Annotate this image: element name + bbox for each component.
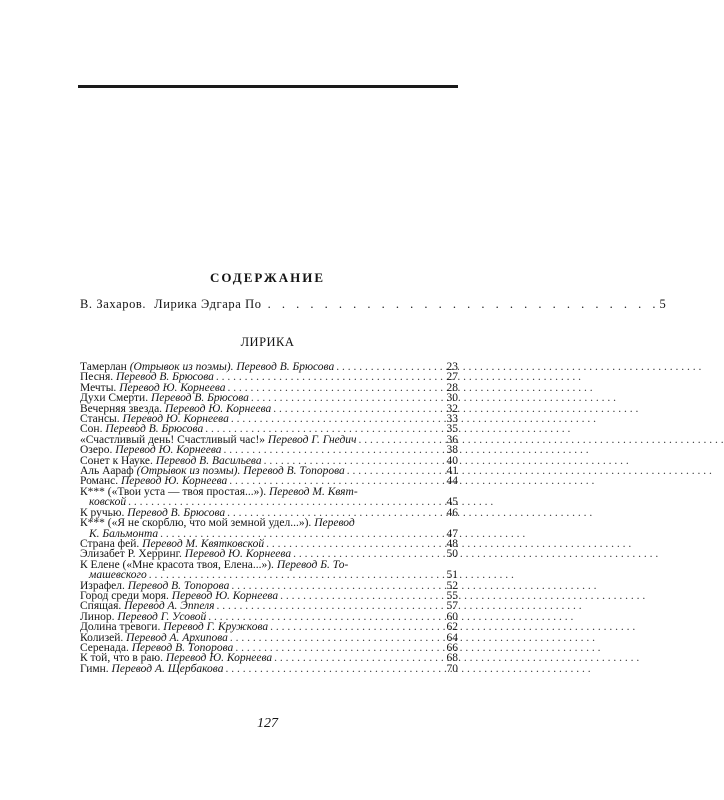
toc-entry-page: 40 — [446, 454, 458, 467]
intro-page: 5 — [659, 297, 667, 311]
toc-list — [80, 362, 458, 674]
toc-entry-title: Вечерняя звезда. — [80, 402, 163, 415]
toc-entry-page: 50 — [446, 548, 458, 561]
toc-entry-page: 33 — [446, 413, 458, 426]
toc-entry-page: 28 — [446, 381, 458, 394]
toc-entry-translator: Перевод В. Топорова — [127, 579, 230, 592]
toc-entry-title: Серенада. — [80, 641, 129, 654]
toc-entry-translator: Перевод Ю. Корнеева — [184, 548, 292, 561]
toc-entry-title: Страна фей. — [80, 537, 140, 550]
toc-entry-page: 66 — [446, 641, 458, 654]
toc-entry-title: Сонет к Науке. — [80, 454, 153, 467]
toc-entry-page: 23 — [446, 361, 458, 373]
toc-entry-title: К*** («Твои уста — твоя простая...»). — [80, 485, 267, 498]
toc-entry-page: 57 — [446, 600, 458, 613]
toc-entry-title: Аль Аараф — [80, 465, 134, 478]
toc-entry-page: 68 — [446, 652, 458, 665]
top-rule — [78, 85, 458, 88]
toc-entry-translator: Перевод Ю. Корнеева — [115, 444, 222, 457]
toc-entry-page: 46 — [446, 506, 458, 519]
toc-entry-page: 55 — [446, 589, 458, 602]
toc-entry-translator: (Отрывок из поэмы). Перевод В. Брюсова — [129, 361, 335, 373]
toc-entry-translator: Перевод Ю. Корнеева — [119, 381, 226, 394]
toc-entry-translator: Перевод В. Брюсова — [105, 423, 204, 436]
toc-entry-text — [80, 664, 223, 674]
toc-entry-title: Романс. — [80, 475, 119, 488]
toc-entry-page: 38 — [446, 444, 458, 457]
toc-entry-translator-cont: К. Бальмонта — [89, 527, 159, 540]
toc-entry-translator: Перевод Ю. Корнеева — [165, 652, 273, 665]
toc-entry-title: К Елене («Мне красота твоя, Елена...»). — [80, 558, 274, 571]
dot-leader — [268, 622, 438, 632]
toc-entry-translator: Перевод В. Брюсова — [116, 371, 214, 384]
toc-entry-translator: Перевод — [314, 517, 355, 530]
toc-entry-title: Долина тревоги. — [80, 621, 161, 634]
toc-entry-title: Озеро. — [80, 444, 113, 457]
toc-entry-title: К той, что в раю. — [80, 652, 163, 665]
toc-entry-page: 51 — [446, 569, 458, 582]
dot-leader — [223, 664, 438, 674]
toc-entry-title: Элизабет Р. Херринг. — [80, 548, 182, 561]
toc-entry-title: К*** («Я не скорблю, что мой земной удел...»). — [80, 517, 312, 530]
toc-entry-translator: Перевод Б. То- — [276, 558, 349, 571]
toc-entry-page: 64 — [446, 631, 458, 644]
toc-entry-title: Город среди моря. — [80, 589, 169, 602]
toc-entry — [80, 664, 458, 674]
toc-entry-page: 70 — [446, 662, 458, 675]
toc-entry-title: Колизей. — [80, 631, 124, 644]
toc-entry-page: 62 — [446, 621, 458, 634]
toc-entry-translator: Перевод Г. Гнедич — [267, 433, 357, 446]
toc-entry-page: 45 — [446, 496, 458, 509]
toc-entry-title: Спящая. — [80, 600, 122, 613]
toc-entry-page: 47 — [446, 527, 458, 540]
toc-entry-title: Стансы. — [80, 413, 120, 426]
toc-entry-page: 52 — [446, 579, 458, 592]
section-heading: ЛИРИКА — [240, 335, 295, 349]
toc-entry-translator: Перевод В. Брюсова — [150, 392, 249, 405]
toc-entry-title: «Счастливый день! Счастливый час!» — [80, 433, 266, 446]
toc-entry-translator: Перевод А. Щербакова — [111, 662, 224, 675]
toc-entry-title: Мечты. — [80, 381, 117, 394]
toc-entry-page: 60 — [446, 610, 458, 623]
toc-entry-text — [80, 518, 355, 528]
toc-entry-translator: Перевод Г. Усовой — [117, 610, 207, 623]
toc-entry — [80, 518, 458, 528]
toc-entry-title: Сон. — [80, 423, 103, 436]
toc-entry-translator: Перевод М. Квятковской — [142, 537, 265, 550]
toc-entry-translator: Перевод Г. Кружкова — [163, 621, 269, 634]
toc-entry-title: Духи Смерти. — [80, 392, 149, 405]
toc-entry-title: Тамерлан — [80, 361, 127, 373]
toc-entry-translator: Перевод А. Эппеля — [124, 600, 215, 613]
toc-entry-translator: Перевод В. Топорова — [131, 641, 234, 654]
toc-entry-page: 35 — [446, 423, 458, 436]
toc-entry-translator: Перевод М. Квят- — [268, 485, 358, 498]
toc-entry-page: 30 — [446, 392, 458, 405]
toc-entry-title: Линор. — [80, 610, 115, 623]
page-number: 127 — [257, 716, 278, 731]
dot-leader: . . . . . . . . . . . . . . . . . . . . . . . . . . . . — [267, 297, 660, 311]
toc-entry-translator: Перевод Ю. Корнеева — [120, 475, 228, 488]
toc-entry-page: 27 — [446, 371, 458, 384]
toc-entry-title: Гимн. — [80, 662, 109, 675]
toc-entry-page: 36 — [446, 433, 458, 446]
toc-entry-translator-cont: ковской — [89, 496, 127, 509]
toc-entry-title: Израфел. — [80, 579, 125, 592]
toc-entry-translator: Перевод В. Васильева — [155, 454, 262, 467]
toc-entry-translator: (Отрывок из поэмы). Перевод В. Топорова — [136, 465, 345, 478]
toc-entry-title: Песня. — [80, 371, 114, 384]
toc-entry-page: 32 — [446, 402, 458, 415]
intro-author: В. Захаров. — [80, 297, 147, 311]
intro-entry — [80, 297, 667, 312]
toc-entry-translator: Перевод Ю. Корнеева — [122, 413, 229, 426]
toc-entry-translator: Перевод В. Брюсова — [127, 506, 226, 519]
toc-entry-page: 41 — [446, 465, 458, 478]
toc-entry-page: 44 — [446, 475, 458, 488]
page-title: СОДЕРЖАНИЕ — [209, 270, 326, 285]
toc-entry-translator: Перевод Ю. Корнеева — [164, 402, 272, 415]
toc-entry-translator: Перевод Ю. Корнеева — [171, 589, 279, 602]
intro-text: Лирика Эдгара По — [154, 297, 262, 311]
toc-entry-page: 48 — [446, 537, 458, 550]
toc-entry-translator-cont: машевского — [89, 569, 147, 582]
toc-entry-translator: Перевод А. Архипова — [126, 631, 228, 644]
toc-entry-title: К ручью. — [80, 506, 125, 519]
